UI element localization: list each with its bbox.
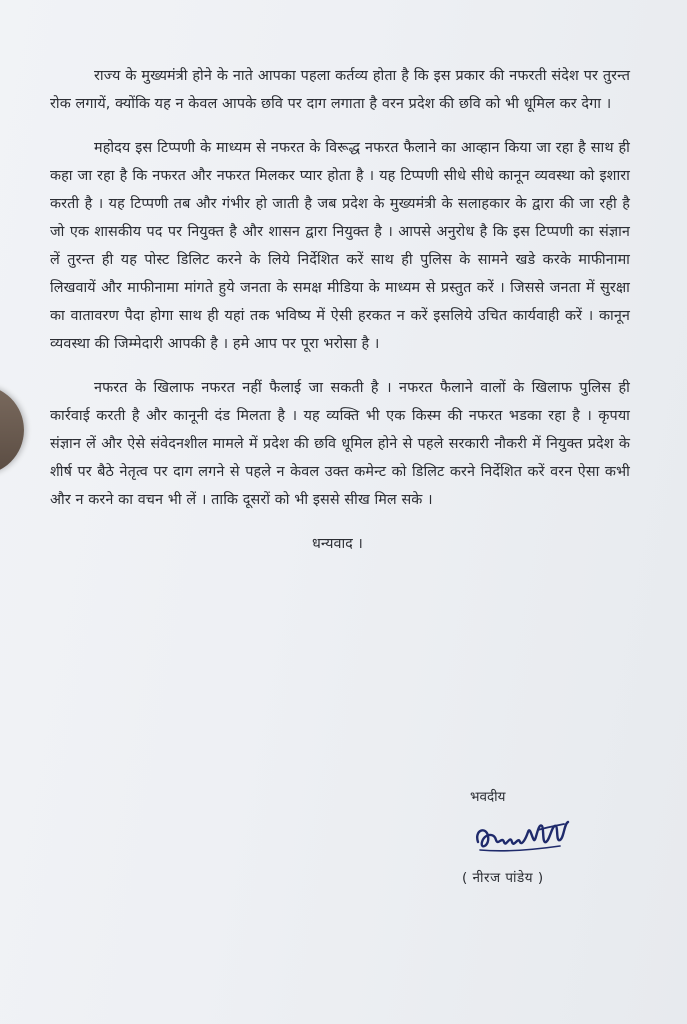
letter-body	[50, 62, 630, 558]
paragraph-3: नफरत के खिलाफ नफरत नहीं फैलाई जा सकती है । नफरत फैलाने वालों के खिलाफ पुलिस ही कार्रवाई करती है और कानूनी दंड मिलता है । यह व्यक्ति भी एक किस्म की नफरत भडका रहा है । कृपया संज्ञान लें और ऐसे संवेदनशील मामले में प्रदेश की छवि धूमिल होने से पहले सरकारी नौकरी में नियुक्त प्रदेश के शीर्ष पर बैठे नेतृत्व पर दाग लगने से पहले न केवल उक्त कमेन्ट को डिलिट करने निर्देशित करें वरन ऐसा कभी और न करने का वचन भी लें । ताकि दूसरों को भी इससे सीख मिल सके ।	[50, 380, 630, 508]
thanks-line: धन्यवाद ।	[312, 536, 363, 552]
thumb-holding-page	[0, 385, 24, 475]
signature-image	[472, 812, 572, 860]
paragraph-2: महोदय इस टिप्पणी के माध्यम से नफरत के विरूद्ध नफरत फैलाने का आव्हान किया जा रहा है साथ ही कहा जा रहा है कि नफरत और नफरत मिलकर प्यार होता है । यह टिप्पणी सीधे सीधे कानून व्यवस्था को इशारा करती है । यह टिप्पणी तब और गंभीर हो जाती है जब प्रदेश के मुख्यमंत्री के सलाहकार के द्वारा की जा रही है जो एक शासकीय पद पर नियुक्त है और शासन द्वारा नियुक्त है । आपसे अनुरोध है कि इस टिप्पणी का संज्ञान लें तुरन्त ही यह पोस्ट डिलिट करने के लिये निर्देशित करें साथ ही पुलिस के सामने खडे करके माफीनामा लिखवायें और माफीनामा मांगते हुये जनता के समक्ष मीडिया के माध्यम से प्रस्तुत करें । जिससे जनता में सुरक्षा का वातावरण पैदा होगा साथ ही यहां तक भविष्य में ऐसी हरकत न करें इसलिये उचित कार्यवाही करें । कानून व्यवस्था की जिम्मेदारी आपकी है । हमे आप पर पूरा भरोसा है ।	[50, 140, 630, 352]
signatory-name: ( नीरज पांडेय )	[462, 870, 544, 886]
signoff: भवदीय	[470, 789, 506, 805]
paragraph-1: राज्य के मुख्यमंत्री होने के नाते आपका पहला कर्तव्य होता है कि इस प्रकार की नफरती संदेश पर तुरन्त रोक लगायें, क्योंकि यह न केवल आपके छवि पर दाग लगाता है वरन प्रदेश की छवि को भी धूमिल कर देगा ।	[50, 68, 630, 112]
